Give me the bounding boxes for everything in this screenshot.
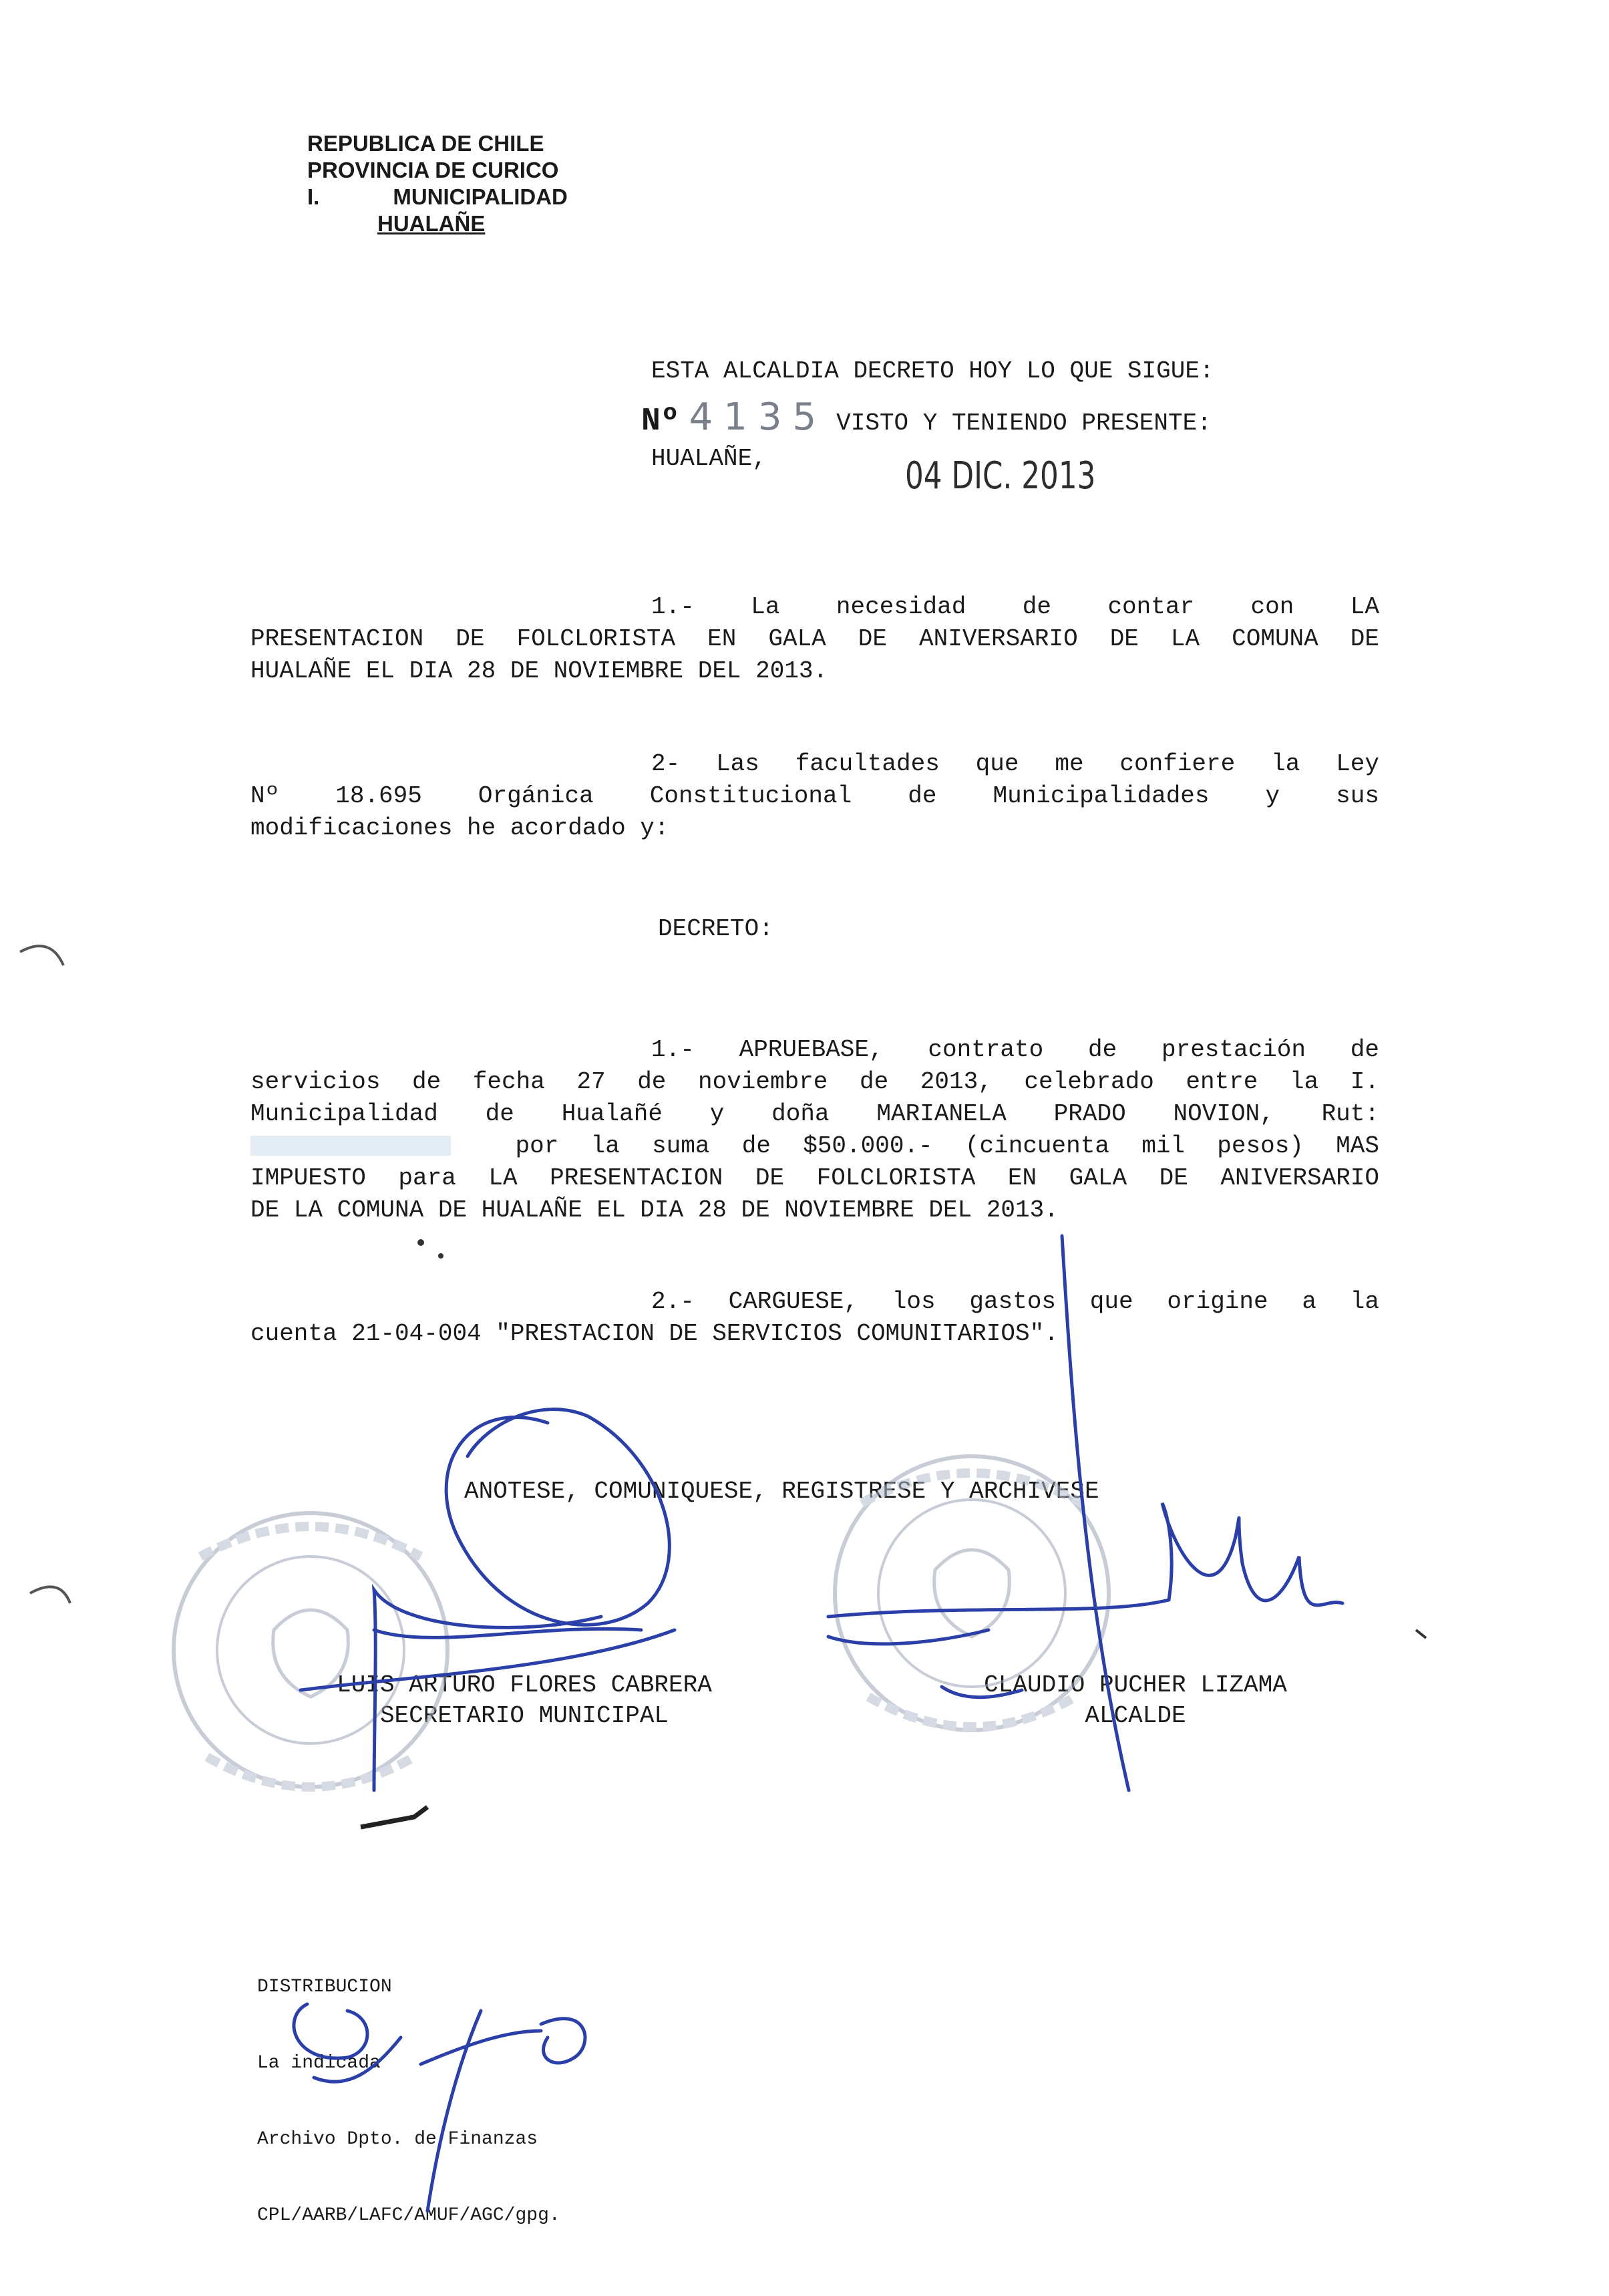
decreto-heading: DECRETO: bbox=[658, 915, 773, 943]
redacted-rut bbox=[250, 1136, 451, 1156]
decree-intro: ESTA ALCALDIA DECRETO HOY LO QUE SIGUE: bbox=[651, 357, 1214, 385]
signature-block-mayor bbox=[948, 1670, 1322, 1732]
resolucion-1 bbox=[250, 1034, 1379, 1226]
distribution-initials: CPL/AARB/LAFC/AMUF/AGC/gpg. bbox=[257, 2205, 560, 2226]
resolucion-1-line bbox=[250, 1130, 1379, 1162]
resolucion-1-line: 1.- APRUEBASE, contrato de prestación de bbox=[651, 1036, 1379, 1063]
distribution-item: Archivo Dpto. de Finanzas bbox=[257, 2129, 538, 2150]
decree-number-label: Nº bbox=[641, 403, 680, 440]
letterhead-country: REPUBLICA DE CHILE bbox=[307, 131, 544, 156]
letterhead-municipality-label: MUNICIPALIDAD bbox=[393, 184, 568, 209]
letterhead-municipality bbox=[307, 184, 568, 210]
visto-label: VISTO Y TENIENDO PRESENTE: bbox=[836, 409, 1212, 437]
resolucion-1-line: servicios de fecha 27 de noviembre de 2013, celebrado entre la I. bbox=[250, 1068, 1379, 1096]
scan-smudge bbox=[361, 1807, 427, 1827]
distribution-title: DISTRIBUCION bbox=[257, 1977, 392, 1997]
distribution-item: La indicada bbox=[257, 2053, 381, 2074]
resolucion-2 bbox=[250, 1286, 1379, 1350]
distribution-list bbox=[257, 1924, 560, 2254]
letterhead-prefix: I. bbox=[307, 184, 320, 209]
resolucion-2-line: 2.- CARGUESE, los gastos que origine a la bbox=[651, 1288, 1379, 1315]
considerando-2-line: 2- Las facultades que me confiere la Ley bbox=[651, 750, 1379, 778]
secretary-title: SECRETARIO MUNICIPAL bbox=[379, 1702, 669, 1730]
considerando-2-line: Nº 18.695 Orgánica Constitucional de Municipalidades y sus bbox=[250, 782, 1379, 810]
punch-hole-mark bbox=[20, 946, 63, 965]
considerando-1-line: PRESENTACION DE FOLCLORISTA EN GALA DE ANIVERSARIO DE LA COMUNA DE bbox=[250, 625, 1379, 653]
decree-number-row bbox=[641, 395, 1212, 440]
mayor-name: CLAUDIO PUCHER LIZAMA bbox=[984, 1671, 1287, 1699]
signature-block-secretary bbox=[304, 1670, 745, 1732]
scan-speck bbox=[417, 1239, 424, 1246]
decree-place: HUALAÑE, bbox=[651, 445, 767, 472]
resolucion-1-line: DE LA COMUNA DE HUALAÑE EL DIA 28 DE NOVIEMBRE DEL 2013. bbox=[250, 1196, 1059, 1224]
secretary-seal-stamp bbox=[174, 1513, 448, 1787]
considerando-1 bbox=[250, 591, 1379, 687]
letterhead-province: PROVINCIA DE CURICO bbox=[307, 158, 559, 182]
punch-hole-mark bbox=[30, 1587, 70, 1603]
scan-speck bbox=[438, 1253, 443, 1259]
resolucion-1-line: IMPUESTO para LA PRESENTACION DE FOLCLORISTA EN GALA DE ANIVERSARIO bbox=[250, 1164, 1379, 1192]
resolucion-2-line: cuenta 21-04-004 "PRESTACION DE SERVICIOS COMUNITARIOS". bbox=[250, 1320, 1059, 1347]
closing-formula: ANOTESE, COMUNIQUESE, REGISTRESE Y ARCHIVESE bbox=[464, 1478, 1099, 1505]
scan-speck bbox=[1416, 1630, 1426, 1638]
resolucion-1-amount: por la suma de $50.000.- (cincuenta mil pesos) MAS bbox=[515, 1132, 1379, 1160]
decree-date-stamp: 04 DIC. 2013 bbox=[905, 454, 1096, 498]
mayor-title: ALCALDE bbox=[1085, 1702, 1186, 1730]
letterhead-commune: HUALAÑE bbox=[377, 211, 486, 236]
considerando-1-line: HUALAÑE EL DIA 28 DE NOVIEMBRE DEL 2013. bbox=[250, 657, 828, 685]
resolucion-1-line: Municipalidad de Hualañé y doña MARIANELA PRADO NOVION, Rut: bbox=[250, 1100, 1379, 1128]
secretary-name: LUIS ARTURO FLORES CABRERA bbox=[337, 1671, 712, 1699]
considerando-2 bbox=[250, 748, 1379, 844]
considerando-2-line: modificaciones he acordado y: bbox=[250, 814, 669, 842]
letterhead bbox=[307, 130, 568, 237]
considerando-1-line: 1.- La necesidad de contar con LA bbox=[651, 593, 1379, 621]
secretary-signature bbox=[301, 1410, 675, 1790]
decree-number-stamp: 4135 bbox=[689, 395, 828, 439]
letterhead-commune-row bbox=[307, 210, 568, 237]
